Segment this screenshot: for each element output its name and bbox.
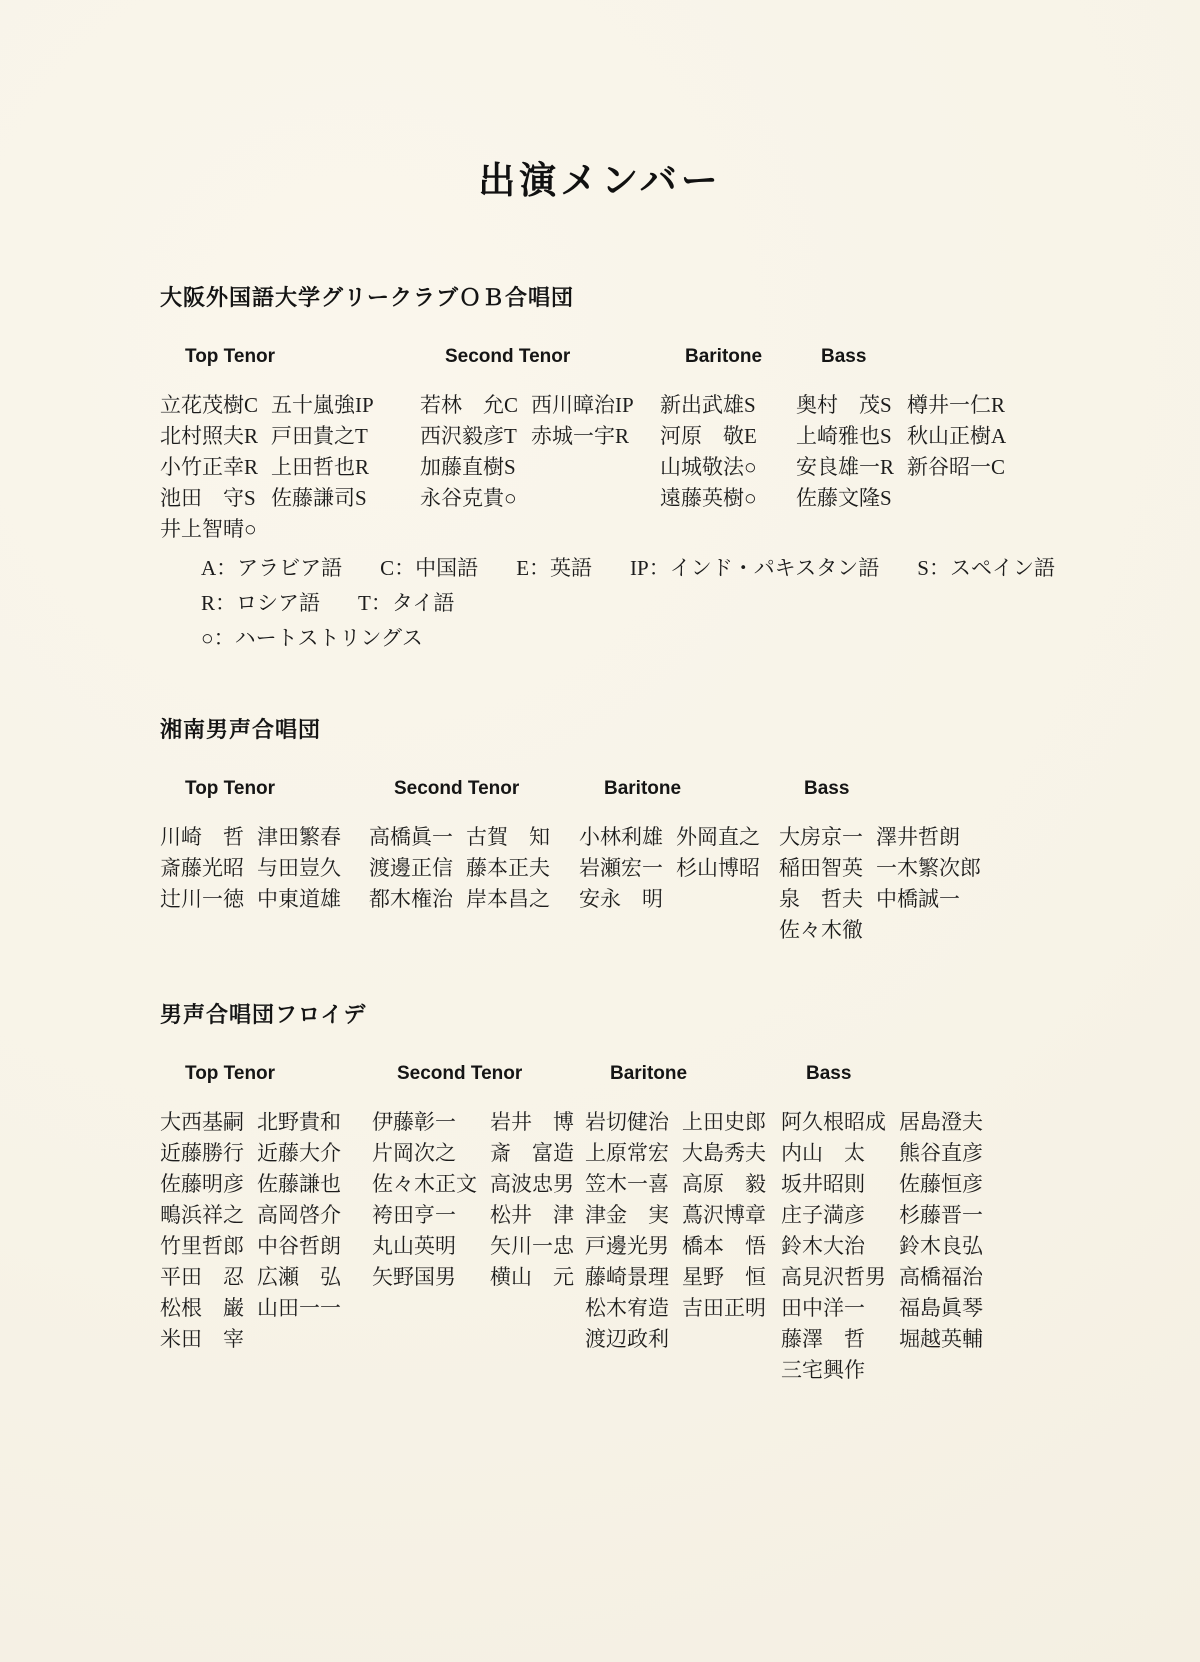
voice-section-heading: Top Tenor	[185, 778, 276, 799]
member-name: 河原 敬E	[660, 424, 757, 448]
member-name: 津金 実	[585, 1203, 669, 1227]
page-title: 出演メンバー	[478, 160, 722, 201]
name-column	[676, 822, 760, 915]
member-name: 澤井哲朗	[876, 825, 960, 849]
legend-item: C：中国語	[380, 556, 479, 580]
member-name: 与田豈久	[257, 856, 341, 880]
voice-section	[372, 1063, 585, 1386]
name-column	[372, 1107, 477, 1293]
member-name: 横山 元	[490, 1265, 574, 1289]
member-name: 高原 毅	[682, 1172, 766, 1196]
name-column	[490, 1107, 574, 1293]
voice-section-heading: Baritone	[604, 778, 682, 799]
member-name: 大島秀夫	[682, 1141, 766, 1165]
member-name: 斎 富造	[490, 1141, 574, 1165]
member-name: 上原常宏	[585, 1141, 669, 1165]
member-name: 高岡啓介	[257, 1203, 341, 1227]
member-name: 高見沢哲男	[781, 1265, 886, 1289]
group-title: 男声合唱団フロイデ	[160, 1002, 367, 1027]
name-column	[682, 1107, 766, 1355]
member-name: 渡辺政利	[585, 1327, 669, 1351]
member-name: 佐藤文隆S	[796, 486, 892, 510]
name-column	[796, 390, 894, 514]
member-name: 蔦沢博章	[682, 1203, 766, 1227]
voice-section	[796, 346, 1006, 545]
member-name: 西川暲治IP	[531, 393, 634, 417]
member-name: 藤本正夫	[466, 856, 550, 880]
name-column	[369, 822, 453, 915]
legend-item: ○：ハートストリングス	[201, 626, 423, 650]
language-legend	[201, 551, 1055, 656]
voice-section-heading: Second Tenor	[445, 346, 571, 367]
name-columns	[796, 390, 1006, 514]
member-name: 袴田亨一	[372, 1203, 456, 1227]
member-name: 岩瀬宏一	[579, 856, 663, 880]
member-name: 佐々木正文	[372, 1172, 477, 1196]
member-name: 稲田智英	[779, 856, 863, 880]
voice-section-heading: Bass	[804, 778, 850, 799]
member-name: 笠木一喜	[585, 1172, 669, 1196]
legend-item: E：英語	[516, 556, 593, 580]
name-column	[271, 390, 374, 545]
member-name: 井上智晴○	[160, 517, 257, 541]
member-name: 五十嵐強IP	[271, 393, 374, 417]
member-name: 北村照夫R	[160, 424, 259, 448]
name-columns	[585, 1107, 781, 1355]
member-name: 一木繁次郎	[876, 856, 981, 880]
name-columns	[779, 822, 981, 946]
member-name: 吉田正明	[682, 1296, 766, 1320]
member-name: 安永 明	[579, 887, 663, 911]
group-sections	[160, 1063, 1140, 1386]
name-column	[160, 822, 244, 915]
choir-group-shonan	[160, 713, 1140, 946]
voice-section	[160, 778, 369, 946]
member-name: 山田一一	[257, 1296, 341, 1320]
member-name: 平田 忍	[160, 1265, 244, 1289]
member-name: 鴫浜祥之	[160, 1203, 244, 1227]
member-name: 岸本昌之	[466, 887, 550, 911]
name-column	[781, 1107, 886, 1386]
voice-section-heading: Top Tenor	[185, 346, 276, 367]
name-columns	[660, 390, 796, 514]
member-name: 上田哲也R	[271, 455, 370, 479]
voice-section-heading: Baritone	[685, 346, 763, 367]
legend-row	[201, 586, 1055, 621]
member-name: 北野貴和	[257, 1110, 341, 1134]
voice-section	[160, 1063, 372, 1386]
member-name: 立花茂樹C	[160, 393, 259, 417]
member-name: 岩井 博	[490, 1110, 574, 1134]
name-columns	[372, 1107, 585, 1293]
name-column	[585, 1107, 669, 1355]
member-name: 星野 恒	[682, 1265, 766, 1289]
voice-section	[420, 346, 660, 545]
name-column	[907, 390, 1006, 514]
member-name: 小林利雄	[579, 825, 663, 849]
member-name: 阿久根昭成	[781, 1110, 886, 1134]
member-name: 中橋誠一	[876, 887, 960, 911]
member-name: 泉 哲夫	[779, 887, 863, 911]
member-name: 佐藤恒彦	[899, 1172, 983, 1196]
member-name: 西沢毅彦T	[420, 424, 517, 448]
member-name: 高波忠男	[490, 1172, 574, 1196]
member-name: 岩切健治	[585, 1110, 669, 1134]
member-name: 都木権治	[369, 887, 453, 911]
member-name: 池田 守S	[160, 486, 256, 510]
voice-section	[660, 346, 796, 545]
member-name: 外岡直之	[676, 825, 760, 849]
member-name: 藤澤 哲	[781, 1327, 865, 1351]
name-column	[876, 822, 981, 946]
voice-section-heading: Bass	[821, 346, 867, 367]
voice-section-heading: Top Tenor	[185, 1063, 276, 1084]
name-column	[779, 822, 863, 946]
member-name: 竹里哲郎	[160, 1234, 244, 1258]
member-name: 松井 津	[490, 1203, 574, 1227]
member-name: 大西基嗣	[160, 1110, 244, 1134]
member-name: 居島澄夫	[899, 1110, 983, 1134]
member-name: 田中洋一	[781, 1296, 865, 1320]
member-name: 近藤勝行	[160, 1141, 244, 1165]
voice-section-heading: Bass	[806, 1063, 852, 1084]
name-columns	[579, 822, 779, 915]
voice-section-heading: Second Tenor	[394, 778, 520, 799]
member-name: 津田繁春	[257, 825, 341, 849]
member-name: 戸邊光男	[585, 1234, 669, 1258]
name-column	[899, 1107, 983, 1386]
member-name: 樽井一仁R	[907, 393, 1006, 417]
legend-item: A：アラビア語	[201, 556, 343, 580]
voice-section	[579, 778, 779, 946]
member-name: 古賀 知	[466, 825, 550, 849]
member-name: 佐藤謙也	[257, 1172, 341, 1196]
name-column	[466, 822, 550, 915]
legend-row	[201, 551, 1055, 586]
member-name: 若林 允C	[420, 393, 519, 417]
name-column	[420, 390, 518, 514]
member-name: 伊藤彰一	[372, 1110, 456, 1134]
member-name: 中谷哲朗	[257, 1234, 341, 1258]
member-name: 杉藤晋一	[899, 1203, 983, 1227]
name-columns	[369, 822, 579, 915]
member-name: 堀越英輔	[899, 1327, 983, 1351]
member-name: 矢川一忠	[490, 1234, 574, 1258]
group-sections	[160, 778, 1140, 946]
member-name: 杉山博昭	[676, 856, 760, 880]
member-name: 川崎 哲	[160, 825, 244, 849]
member-name: 上田史郎	[682, 1110, 766, 1134]
member-name: 大房京一	[779, 825, 863, 849]
member-name: 山城敬法○	[660, 455, 757, 479]
member-name: 近藤大介	[257, 1141, 341, 1165]
member-name: 加藤直樹S	[420, 455, 516, 479]
name-columns	[160, 1107, 372, 1355]
member-name: 遠藤英樹○	[660, 486, 757, 510]
member-name: 佐藤明彦	[160, 1172, 244, 1196]
name-column	[160, 1107, 244, 1355]
member-name: 福島眞琴	[899, 1296, 983, 1320]
name-columns	[781, 1107, 983, 1386]
legend-row	[201, 621, 1055, 656]
legend-item: IP：インド・パキスタン語	[630, 556, 880, 580]
member-name: 新出武雄S	[660, 393, 756, 417]
name-column	[257, 1107, 341, 1355]
member-name: 永谷克貴○	[420, 486, 517, 510]
member-name: 渡邊正信	[369, 856, 453, 880]
member-name: 広瀬 弘	[257, 1265, 341, 1289]
member-name: 鈴木大治	[781, 1234, 865, 1258]
member-name: 斎藤光昭	[160, 856, 244, 880]
member-name: 小竹正幸R	[160, 455, 259, 479]
member-name: 坂井昭則	[781, 1172, 865, 1196]
member-name: 鈴木良弘	[899, 1234, 983, 1258]
member-name: 中東道雄	[257, 887, 341, 911]
member-name: 三宅興作	[781, 1358, 865, 1382]
member-name: 上崎雅也S	[796, 424, 892, 448]
name-columns	[160, 822, 369, 915]
group-sections	[160, 346, 1140, 545]
member-name: 安良雄一R	[796, 455, 895, 479]
voice-section	[585, 1063, 781, 1386]
member-name: 高橋眞一	[369, 825, 453, 849]
group-title: 大阪外国語大学グリークラブＯＢ合唱団	[160, 285, 575, 310]
choir-group-freude	[160, 998, 1140, 1386]
voice-section-heading: Baritone	[610, 1063, 688, 1084]
member-name: 赤城一宇R	[531, 424, 630, 448]
voice-section-heading: Second Tenor	[397, 1063, 523, 1084]
member-name: 内山 太	[781, 1141, 865, 1165]
member-name: 佐々木徹	[779, 918, 863, 942]
member-name: 戸田貴之T	[271, 424, 368, 448]
legend-item: S：スペイン語	[917, 556, 1055, 580]
member-name: 新谷昭一C	[907, 455, 1006, 479]
name-columns	[160, 390, 420, 545]
member-name: 高橋福治	[899, 1265, 983, 1289]
member-name: 橋本 悟	[682, 1234, 766, 1258]
voice-section	[781, 1063, 983, 1386]
member-name: 奥村 茂S	[796, 393, 892, 417]
name-column	[579, 822, 663, 915]
member-name: 矢野国男	[372, 1265, 456, 1289]
group-title: 湘南男声合唱団	[160, 717, 322, 742]
voice-section	[160, 346, 420, 545]
legend-item: R：ロシア語	[201, 591, 321, 615]
member-name: 片岡次之	[372, 1141, 456, 1165]
member-name: 松根 巌	[160, 1296, 244, 1320]
name-column	[160, 390, 258, 545]
member-name: 松木宥造	[585, 1296, 669, 1320]
name-column	[531, 390, 634, 514]
name-column	[257, 822, 341, 915]
member-name: 丸山英明	[372, 1234, 456, 1258]
member-name: 辻川一徳	[160, 887, 244, 911]
choir-group-osaka-gaikokugo	[160, 281, 1140, 545]
legend-item: T：タイ語	[358, 591, 455, 615]
member-name: 佐藤謙司S	[271, 486, 367, 510]
member-name: 秋山正樹A	[907, 424, 1007, 448]
voice-section	[369, 778, 579, 946]
name-columns	[420, 390, 660, 514]
voice-section	[779, 778, 981, 946]
member-name: 庄子満彦	[781, 1203, 865, 1227]
member-name: 藤崎景理	[585, 1265, 669, 1289]
member-name: 熊谷直彦	[899, 1141, 983, 1165]
name-column	[660, 390, 757, 514]
member-name: 米田 宰	[160, 1327, 244, 1351]
